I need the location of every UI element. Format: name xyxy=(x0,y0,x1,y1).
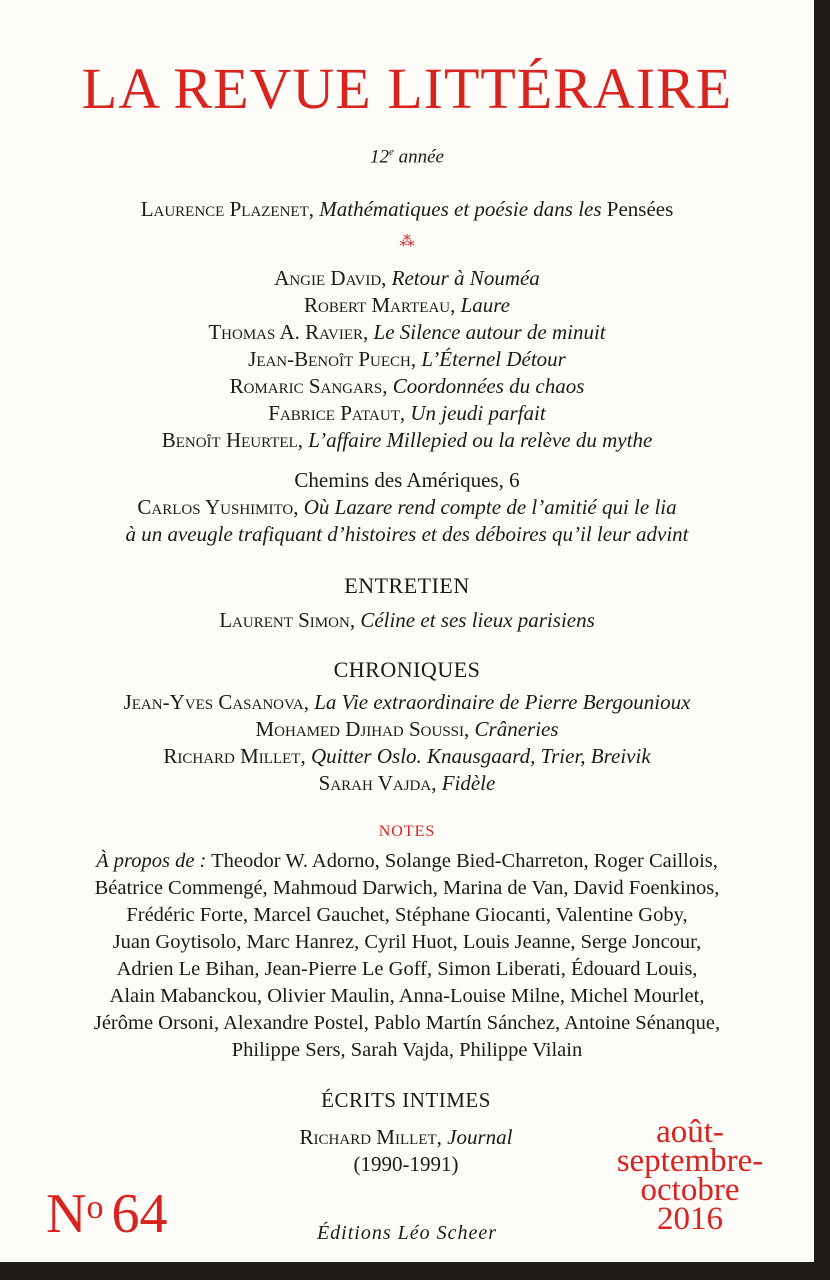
numero-value: 64 xyxy=(111,1183,168,1245)
publisher: Éditions Léo Scheer xyxy=(316,1222,498,1244)
notes-line: Frédéric Forte, Marcel Gauchet, Stéphane Giocanti, Valentine Goby, xyxy=(126,904,688,926)
contribution-item: Robert Marteau, Laure xyxy=(303,293,511,317)
chronique-title: Crâneries xyxy=(474,717,559,741)
date-month-3: octobre xyxy=(640,1172,740,1208)
contribution-item: Angie David, Retour à Nouméa xyxy=(274,266,540,290)
separator-asterism: ⁂ xyxy=(399,234,415,250)
notes-section xyxy=(0,818,814,1064)
chemins-title-line2: à un aveugle trafiquant d’histoires et des déboires qu’il leur advint xyxy=(125,522,689,546)
chemins-section: Chemins des Amériques, 6 Carlos Yushimito, Où Lazare rend compte de l’amitié qui le lia à un aveugle trafiquant d’histoires et des déboires qu’il leur advint xyxy=(0,467,814,548)
contribution-item: Romaric Sangars, Coordonnées du chaos xyxy=(229,374,585,398)
chronique-item: Jean-Yves Casanova, La Vie extraordinaire de Pierre Bergounioux xyxy=(123,690,691,714)
chronique-item: Mohamed Djihad Soussi, Crâneries xyxy=(255,717,559,741)
contributions-list xyxy=(0,265,814,454)
entretien-heading: ENTRETIEN xyxy=(344,573,470,598)
contribution-title: Retour à Nouméa xyxy=(391,266,540,290)
chroniques-section xyxy=(0,656,814,797)
contribution-title: Le Silence autour de minuit xyxy=(373,320,606,344)
notes-line: Theodor W. Adorno, Solange Bied-Charreton, Roger Caillois, xyxy=(206,850,718,872)
chronique-item: Richard Millet, Quitter Oslo. Knausgaard, Trier, Breivik xyxy=(163,744,651,768)
contribution-title: Coordonnées du chaos xyxy=(392,374,585,398)
lead-title-work: Pensées xyxy=(606,197,674,221)
entretien-title: Céline et ses lieux parisiens xyxy=(360,608,595,632)
contribution-author: Fabrice Pataut xyxy=(268,401,400,425)
ecrits-years: (1990-1991) xyxy=(353,1152,459,1176)
issue-date xyxy=(600,1114,780,1237)
annee-superscript: e xyxy=(388,146,394,158)
contribution-item: Benoît Heurtel, L’affaire Millepied ou la relève du mythe xyxy=(161,428,653,452)
scan-edge-bottom xyxy=(0,1262,830,1280)
numero-o: o xyxy=(86,1189,104,1226)
date-month-2: septembre- xyxy=(616,1143,764,1179)
notes-line: Alain Mabanckou, Olivier Maulin, Anna-Louise Milne, Michel Mourlet, xyxy=(109,985,705,1007)
chronique-item: Sarah Vajda, Fidèle xyxy=(318,771,496,795)
contribution-title: L’Éternel Détour xyxy=(421,347,566,371)
chronique-author: Sarah Vajda xyxy=(318,771,432,795)
contribution-title: Laure xyxy=(460,293,511,317)
contribution-author: Benoît Heurtel xyxy=(161,428,298,452)
chronique-author: Jean-Yves Casanova xyxy=(123,690,304,714)
journal-title: LA REVUE LITTÉRAIRE xyxy=(81,56,733,121)
chronique-author: Richard Millet xyxy=(163,744,301,768)
lead-article: Laurence Plazenet, Mathématiques et poésie dans les Pensées xyxy=(140,197,674,221)
chronique-title: Quitter Oslo. Knausgaard, Trier, Breivik xyxy=(310,744,651,768)
entretien-section: ENTRETIEN Laurent Simon, Céline et ses lieux parisiens xyxy=(0,572,814,634)
contribution-title: L’affaire Millepied ou la relève du mythe xyxy=(308,428,653,452)
annee-label: année xyxy=(393,146,444,168)
notes-line: Philippe Sers, Sarah Vajda, Philippe Vilain xyxy=(231,1039,583,1061)
entretien-author: Laurent Simon xyxy=(219,608,350,632)
chronique-author: Mohamed Djihad Soussi xyxy=(255,717,465,741)
chemins-author: Carlos Yushimito xyxy=(137,495,294,519)
date-month-1: août- xyxy=(656,1114,724,1150)
contribution-author: Romaric Sangars xyxy=(229,374,383,398)
contribution-author: Angie David xyxy=(274,266,382,290)
scan-edge-right xyxy=(814,0,830,1280)
date-year: 2016 xyxy=(657,1201,723,1237)
notes-line: Juan Goytisolo, Marc Hanrez, Cyril Huot, Louis Jeanne, Serge Joncour, xyxy=(112,931,702,953)
lead-author: Laurence Plazenet xyxy=(140,197,309,221)
notes-line: Jérôme Orsoni, Alexandre Postel, Pablo Martín Sánchez, Antoine Sénanque, xyxy=(93,1012,721,1034)
ecrits-heading: ÉCRITS INTIMES xyxy=(321,1088,491,1112)
notes-line: Béatrice Commengé, Mahmoud Darwich, Marina de Van, David Foenkinos, xyxy=(94,877,720,899)
year-of-publication xyxy=(0,146,814,168)
ecrits-title: Journal xyxy=(447,1125,513,1149)
contribution-title: Un jeudi parfait xyxy=(410,401,546,425)
chroniques-heading: CHRONIQUES xyxy=(333,657,481,682)
lead-title: Mathématiques et poésie dans les xyxy=(319,197,607,221)
notes-line: Adrien Le Bihan, Jean-Pierre Le Goff, Simon Liberati, Édouard Louis, xyxy=(116,958,698,980)
contribution-item: Thomas A. Ravier, Le Silence autour de minuit xyxy=(208,320,606,344)
annee-number: 12 xyxy=(369,146,389,168)
chemins-series-title: Chemins des Amériques, 6 xyxy=(294,468,520,492)
contribution-author: Robert Marteau xyxy=(303,293,451,317)
chemins-title-line1: Où Lazare rend compte de l’amitié qui le lia xyxy=(303,495,677,519)
contribution-author: Thomas A. Ravier xyxy=(208,320,364,344)
contribution-item: Jean-Benoît Puech, L’Éternel Détour xyxy=(248,347,566,371)
notes-intro: À propos de : xyxy=(96,850,207,872)
contribution-item: Fabrice Pataut, Un jeudi parfait xyxy=(268,401,546,425)
chronique-title: Fidèle xyxy=(441,771,496,795)
ecrits-intimes-section: ÉCRITS INTIMES Richard Millet, Journal (1990-1991) xyxy=(196,1087,616,1178)
contribution-author: Jean-Benoît Puech xyxy=(248,347,411,371)
ecrits-author: Richard Millet xyxy=(299,1125,437,1149)
notes-heading: NOTES xyxy=(378,823,436,840)
chronique-title: La Vie extraordinaire de Pierre Bergounioux xyxy=(314,690,691,714)
numero-prefix: N xyxy=(46,1183,87,1245)
